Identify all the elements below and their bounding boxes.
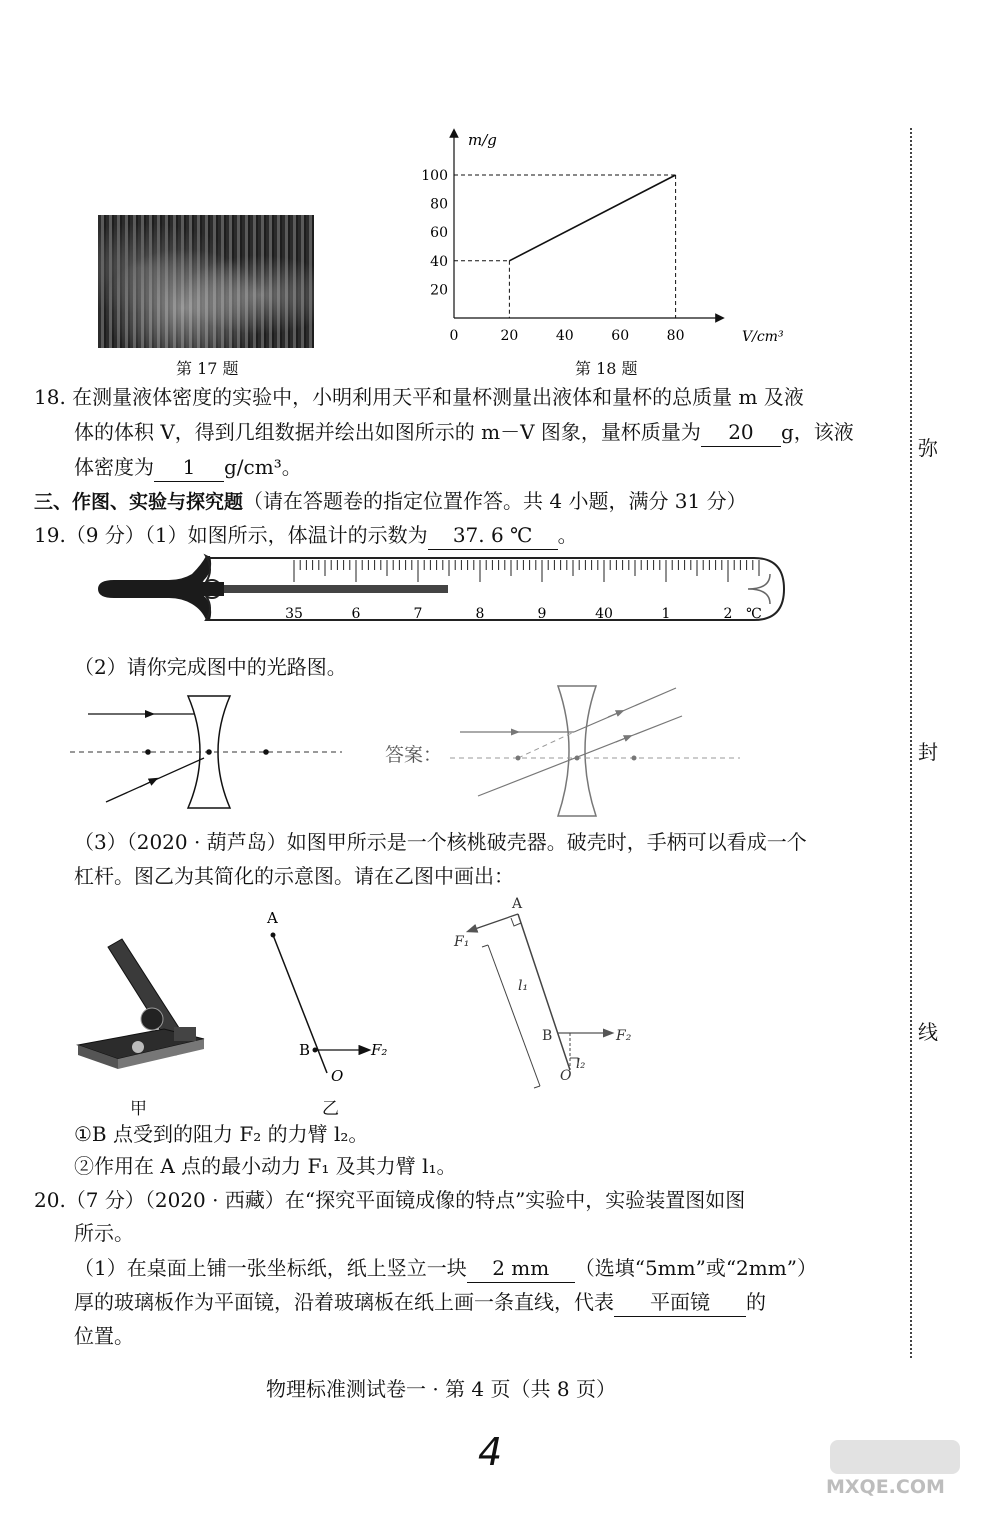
q19-answer-temperature: 37. 6 ℃ [428,521,558,550]
x-tick-label: 80 [666,328,685,344]
point-a-dot [271,933,276,938]
q18-text3b: g/cm³。 [224,455,302,479]
answer-label-l1: l₁ [518,978,529,994]
optical-center-dot [206,749,212,755]
answer-focus-right [632,756,637,761]
answer-optical-center [575,756,580,761]
x-axis-label: V/cm³ [742,329,784,345]
ray-arrow-2 [140,780,154,787]
section3-note: （请在答题卷的指定位置作答。共 4 小题，满分 31 分） [243,489,747,513]
x-tick-label: 0 [449,328,459,344]
q20-text3b: （选填“5mm”或“2mm”） [574,1256,817,1280]
thermometer-scale-label: 7 [413,606,423,622]
y-tick-label: 40 [430,253,448,270]
thermometer-scale-label: 8 [475,606,485,622]
q18-line1 [34,383,804,411]
answer-arm-l1-tick-top [482,945,488,947]
data-line [509,175,675,261]
answer-virtual-extension [518,732,574,758]
q18-number: 18. [34,385,66,409]
y-tick-label: 100 [421,168,448,184]
q18-text1: 在测量液体密度的实验中，小明利用天平和量杯测量出液体和量杯的总质量 m 及液 [72,385,804,409]
margin-char-mi: 弥 [918,436,938,460]
q19-part3-line2: 杠杆。图乙为其简化的示意图。请在乙图中画出： [74,864,514,888]
label-o: O [331,1067,344,1085]
thermometer-end-highlight [748,574,770,604]
answer-label-o: O [560,1068,572,1084]
fig17-caption: 第 17 题 [176,359,239,378]
q20-line4 [74,1288,766,1317]
binding-dotted-line [910,128,912,1358]
clinical-thermometer [94,552,794,630]
q18-line3 [74,453,302,482]
x-tick-label: 20 [500,328,519,344]
q19-part3-line1: （3）（2020 · 葫芦岛）如图甲所示是一个核桃破壳器。破壳时，手柄可以看成一个 [74,830,807,854]
label-a: A [267,909,278,927]
x-tick-label: 60 [611,328,630,344]
q18-answer-density: 1 [154,453,224,482]
answer-label-l2: l₂ [576,1057,586,1072]
answer-arm-l1-bracket [488,945,540,1086]
x-tick-label: 40 [555,328,574,344]
answer-focus-left [516,756,521,761]
margin-char-xian: 线 [918,1020,938,1044]
answer-arrow-3 [616,737,628,742]
handwritten-page-number: 4 [478,1430,503,1474]
thermometer-scale-label: 6 [351,606,361,622]
walnut [141,1008,163,1030]
thermometer-scale-label: 40 [595,606,613,622]
dragon-boat-photo [98,215,314,348]
cracker-cup [132,1041,144,1053]
q19-item2: ②作用在 A 点的最小动力 F₁ 及其力臂 l₁。 [74,1154,457,1178]
focus-right-dot [263,749,269,755]
q20-answer-mirror: 平面镜 [614,1288,746,1317]
section3-heading [34,487,747,516]
q19-line1 [34,521,578,550]
fig18-caption: 第 18 题 [575,359,638,378]
thermometer-scale-label: 1 [661,606,671,622]
q18-answer-cup-mass: 20 [701,418,781,447]
q19-item1: ①B 点受到的阻力 F₂ 的力臂 l₂。 [74,1122,369,1146]
label-f2: F₂ [371,1041,388,1059]
thermometer-scale-label: ℃ [746,606,762,622]
fig-yi-label: 乙 [322,1099,339,1119]
mercury-stem [164,582,224,596]
y-tick-label: 20 [430,282,448,299]
answer-label-b: B [542,1028,553,1044]
concave-lens-question [70,690,370,815]
walnut-cracker-photo [72,935,212,1095]
q20-line5: 位置。 [74,1324,134,1348]
label-b: B [299,1041,311,1059]
thermometer-scale-label: 2 [723,606,733,622]
answer-force-f1 [472,914,518,930]
lever-diagram-answer [448,890,648,1090]
q20-line1: 20.（7 分）（2020 · 西藏）在“探究平面镜成像的特点”实验中，实验装置图如图 [34,1188,746,1212]
section3-title: 三、作图、实验与探究题 [34,491,244,513]
q20-text3: （1）在桌面上铺一张坐标纸，纸上竖立一块 [74,1256,467,1280]
margin-char-feng: 封 [918,740,938,764]
q18-text2: 体的体积 V，得到几组数据并绘出如图所示的 m－V 图象，量杯质量为 [74,420,701,444]
answer-arm-l1-tick-bottom [534,1086,540,1088]
watermark-logo-badge [830,1440,960,1474]
page-footer: 物理标准测试卷一 · 第 4 页（共 8 页） [266,1377,616,1401]
q20-line3 [74,1254,817,1283]
q19-text: 19.（9 分）（1）如图所示，体温计的示数为 [34,523,428,547]
q19-end: 。 [557,523,578,547]
answer-arrow-2 [608,712,620,717]
answer-label-f1: F₁ [454,934,470,950]
mercury-column [220,585,448,593]
lever-diagram-question [255,905,405,1095]
q20-text4: 厚的玻璃板作为平面镜，沿着玻璃板在纸上画一条直线，代表 [74,1290,614,1314]
incident-ray-center [106,758,204,802]
m-v-chart [420,125,800,350]
fig-jia-label: 甲 [130,1099,147,1119]
q18-text3: 体密度为 [74,455,154,479]
q20-answer-thickness: 2 mm [467,1254,575,1283]
answer-label: 答案： [385,744,443,766]
watermark-text: MXQE.COM [826,1476,945,1498]
q18-line2 [74,418,854,447]
concave-lens-answer [440,680,750,820]
q18-text2b: g，该液 [780,420,854,444]
answer-lens [558,686,596,816]
cracker-hinge [174,1027,196,1041]
y-tick-label: 60 [430,225,448,242]
q20-text4b: 的 [746,1290,766,1314]
answer-label-a: A [512,896,523,912]
thermometer-scale-label: 35 [285,606,303,622]
q19-part2: （2）请你完成图中的光路图。 [74,655,347,679]
y-axis-label: m/g [468,131,497,149]
y-tick-label: 80 [430,196,448,213]
thermometer-scale-label: 9 [537,606,547,622]
answer-label-f2: F₂ [616,1028,632,1044]
focus-left-dot [145,749,151,755]
site-watermark [826,1440,976,1500]
q20-line2: 所示。 [74,1221,134,1245]
